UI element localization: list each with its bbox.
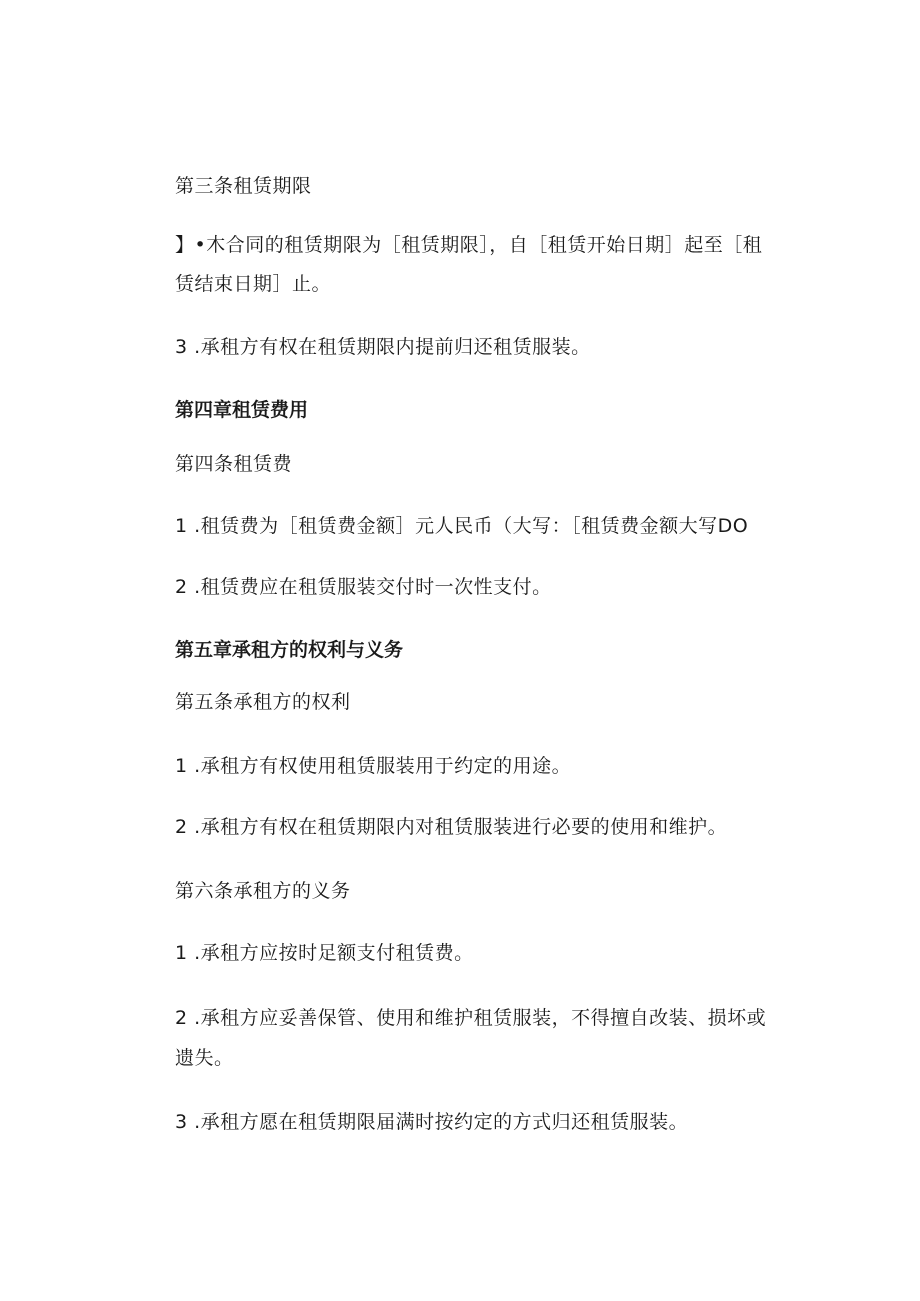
article-6-clause-2-line-2: 遗失。 — [175, 1047, 234, 1069]
article-6-clause-2-line-1: 2 .承租方应妥善保管、使用和维护租赁服装，不得擅自改装、损坏或 — [175, 1007, 767, 1029]
article-6-clause-3: 3 .承租方愿在租赁期限届满时按约定的方式归还租赁服装。 — [175, 1111, 689, 1133]
article-4-title: 第四条租赁费 — [175, 453, 293, 475]
article-6-clause-1: 1 .承租方应按时足额支付租赁费。 — [175, 942, 474, 964]
article-5-clause-1: 1 .承租方有权使用租赁服装用于约定的用途。 — [175, 755, 572, 777]
article-6-title: 第六条承租方的义务 — [175, 880, 351, 902]
article-5-clause-2: 2 .承租方有权在租赁期限内对租赁服装进行必要的使用和维护。 — [175, 816, 728, 838]
article-3-title: 第三条租赁期限 — [175, 175, 312, 197]
chapter-5-title: 第五章承租方的权利与义务 — [175, 639, 404, 661]
article-4-clause-2: 2 .租赁费应在租赁服装交付时一次性支付。 — [175, 576, 552, 598]
article-3-clause-1-line-2: 赁结束日期］止。 — [175, 273, 332, 295]
chapter-4-title: 第四章租赁费用 — [175, 399, 309, 421]
article-4-clause-1: 1 .租赁费为［租赁费金额］元人民币（大写：［租赁费金额大写DO — [175, 515, 749, 537]
article-3-clause-3: 3 .承租方有权在租赁期限内提前归还租赁服装。 — [175, 336, 591, 358]
article-5-title: 第五条承租方的权利 — [175, 691, 351, 713]
article-3-clause-1-line-1: 】•木合同的租赁期限为［租赁期限］，自［租赁开始日期］起至［租 — [175, 234, 763, 256]
